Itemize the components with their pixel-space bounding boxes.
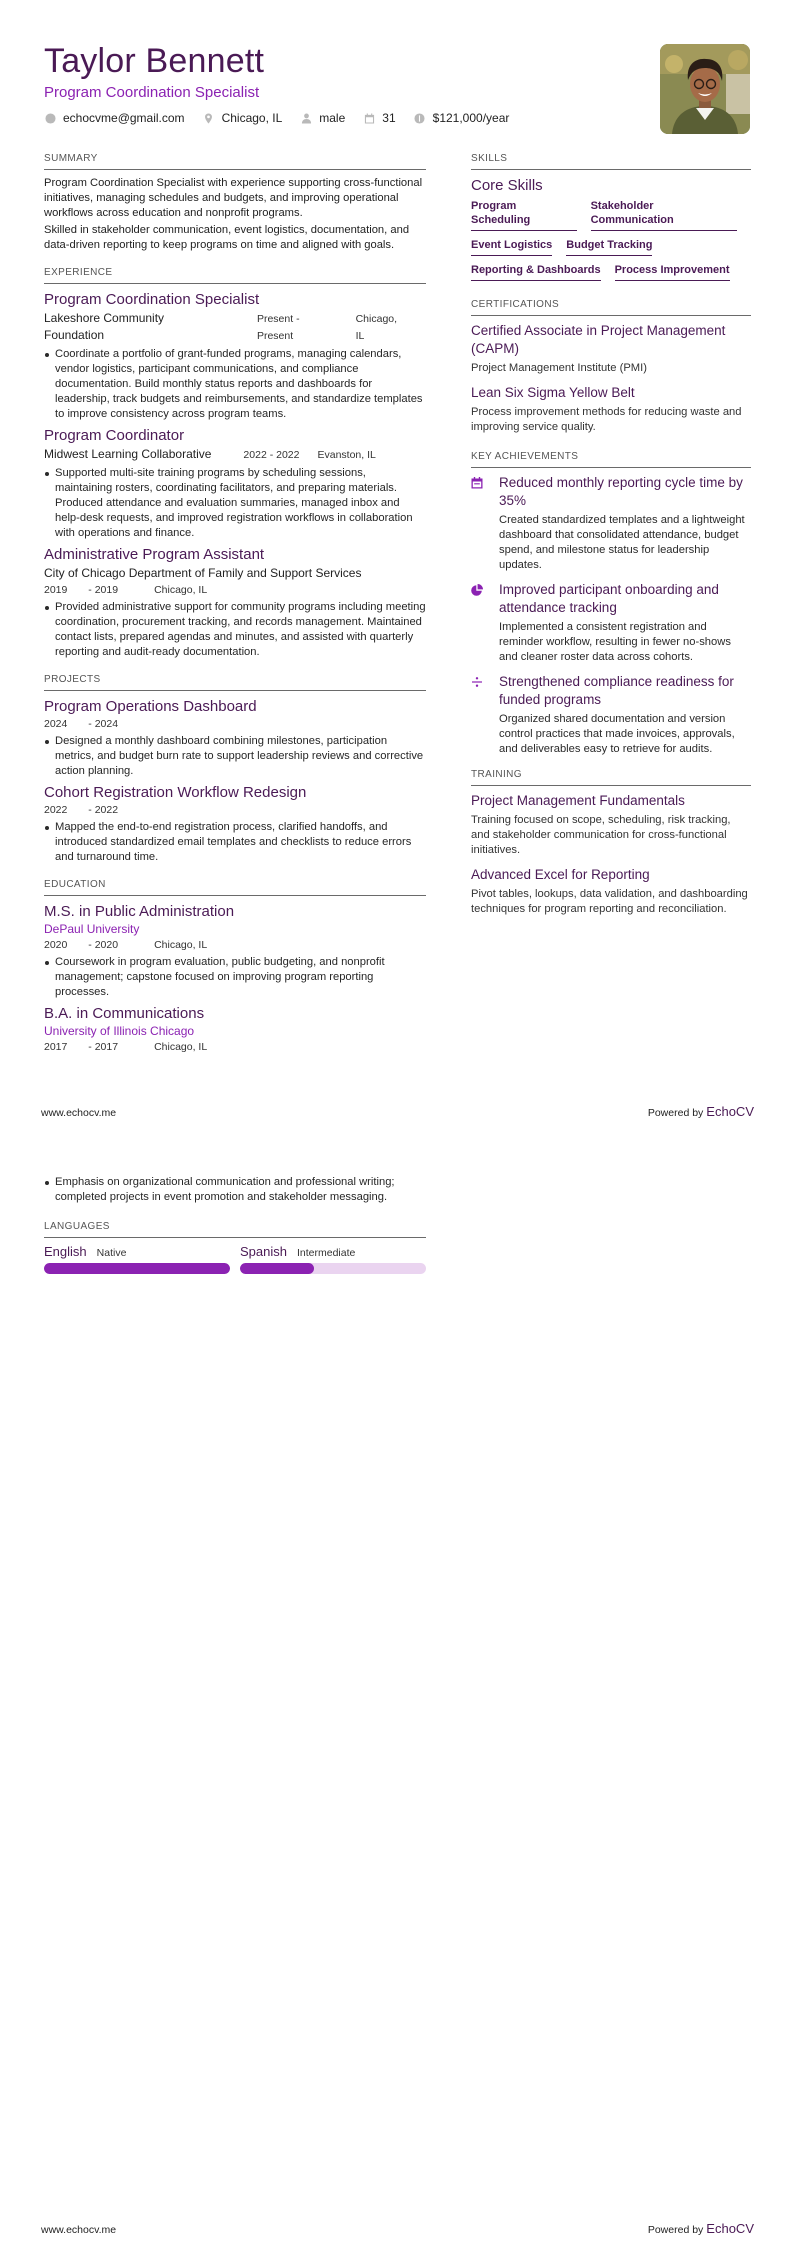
summary-paragraph: Program Coordination Specialist with experience supporting cross-functional initiatives, managing schedules and budgets, and improving operational workflows across education and nonprofit programs. bbox=[44, 177, 423, 219]
achievement-entry bbox=[471, 673, 751, 757]
projects-section bbox=[44, 674, 426, 865]
contact-bar bbox=[44, 111, 644, 125]
experience-entry bbox=[44, 426, 426, 541]
job-start-date: 2019 bbox=[44, 584, 68, 596]
job-meta bbox=[44, 310, 426, 345]
experience-section bbox=[44, 267, 426, 660]
education-start-date: 2017 bbox=[44, 1041, 68, 1053]
education-dates-row: 2017 - 2017 Chicago, IL bbox=[44, 1041, 208, 1053]
project-name: Cohort Registration Workflow Redesign bbox=[44, 784, 307, 801]
contact-location bbox=[203, 111, 283, 125]
school-name: University of Illinois Chicago bbox=[44, 1024, 195, 1038]
languages-heading: LANGUAGES bbox=[44, 1221, 426, 1238]
achievements-section bbox=[471, 451, 751, 757]
project-name: Program Operations Dashboard bbox=[44, 698, 257, 715]
skill-tag: Reporting & Dashboards bbox=[471, 263, 601, 281]
language-proficiency-fill bbox=[240, 1263, 314, 1274]
training-section bbox=[471, 769, 751, 917]
language-level: Native bbox=[96, 1247, 127, 1259]
skill-tag: Budget Tracking bbox=[566, 238, 652, 256]
training-heading: TRAINING bbox=[471, 769, 751, 786]
job-end-date: Present bbox=[256, 330, 294, 342]
training-entry bbox=[471, 792, 751, 858]
languages-section bbox=[44, 1221, 426, 1274]
job-title: Administrative Program Assistant bbox=[44, 546, 265, 563]
job-dates-row bbox=[44, 582, 426, 598]
list-item: Provided administrative support for community programs including meeting coordination, procurement tracking, and records management. Maintained contact lists, prepared agendas and minutes, and assisted with quarterly reporting and audit-ready documentation. bbox=[44, 600, 426, 660]
education-location: Chicago, IL bbox=[154, 1041, 208, 1053]
resume-page-2 bbox=[0, 1123, 794, 2246]
achievement-description: Implemented a consistent registration and reminder workflow, resulting in fewer no-shows and cleaner roster data across cohorts. bbox=[499, 621, 731, 663]
list-item: Mapped the end-to-end registration process, clarified handoffs, and introduced standardized email templates and checklists to reduce errors and turnaround time. bbox=[44, 820, 426, 865]
certification-name: Lean Six Sigma Yellow Belt bbox=[471, 385, 635, 400]
certification-description: Process improvement methods for reducing waste and improving service quality. bbox=[471, 406, 742, 433]
page-footer bbox=[41, 1104, 754, 1119]
list-item: Coursework in program evaluation, public budgeting, and nonprofit management; capstone focused on improving program reporting processes. bbox=[44, 955, 426, 1000]
contact-location-text: Chicago, IL bbox=[221, 111, 283, 125]
project-bullets bbox=[44, 734, 426, 779]
employer-name: Midwest Learning Collaborative bbox=[44, 447, 212, 461]
education-heading: EDUCATION bbox=[44, 879, 426, 896]
skills-heading: SKILLS bbox=[471, 153, 751, 170]
skill-tag: Program Scheduling bbox=[471, 199, 577, 231]
brand-logo[interactable]: EchoCV bbox=[706, 2221, 754, 2236]
dollar-icon bbox=[414, 112, 426, 124]
project-dates: 2022 - 2022 bbox=[44, 804, 119, 816]
projects-heading: PROJECTS bbox=[44, 674, 426, 691]
job-meta bbox=[44, 446, 426, 464]
website-link[interactable]: www.echocv.me bbox=[41, 2224, 117, 2236]
contact-gender bbox=[300, 111, 345, 125]
certifications-section bbox=[471, 299, 751, 435]
achievements-heading: KEY ACHIEVEMENTS bbox=[471, 451, 751, 468]
job-end-date: 2019 bbox=[94, 584, 119, 596]
job-dates: 2022 - 2022 bbox=[243, 449, 300, 461]
language-entry bbox=[44, 1244, 230, 1274]
skill-row bbox=[471, 199, 751, 231]
education-start-date: 2020 bbox=[44, 939, 68, 951]
employer-name: City of Chicago Department of Family and Support Services bbox=[44, 566, 362, 580]
brand-logo[interactable]: EchoCV bbox=[706, 1104, 754, 1119]
project-entry bbox=[44, 783, 426, 865]
contact-gender-text: male bbox=[319, 111, 346, 125]
website-link[interactable]: www.echocv.me bbox=[41, 1107, 117, 1119]
certification-name: Certified Associate in Project Management (CAPM) bbox=[471, 323, 726, 356]
language-name: Spanish bbox=[240, 1244, 287, 1259]
candidate-title: Program Coordination Specialist bbox=[44, 84, 260, 101]
summary-section bbox=[44, 153, 426, 253]
achievement-title: Strengthened compliance readiness for funded programs bbox=[499, 674, 734, 707]
project-start-date: 2022 bbox=[44, 804, 68, 816]
job-bullets bbox=[44, 466, 426, 541]
contact-salary bbox=[414, 111, 510, 125]
left-column bbox=[44, 153, 426, 1055]
powered-by-label: Powered by bbox=[647, 2224, 704, 2236]
right-column bbox=[471, 153, 751, 917]
language-name: English bbox=[44, 1244, 87, 1259]
summary-heading: SUMMARY bbox=[44, 153, 426, 170]
contact-email-text: echocvme@gmail.com bbox=[63, 111, 185, 125]
job-dates: Present - Present bbox=[256, 313, 300, 342]
project-end-date: 2022 bbox=[94, 804, 119, 816]
achievement-entry bbox=[471, 581, 751, 665]
job-title: Program Coordination Specialist bbox=[44, 291, 260, 308]
language-proficiency-bar bbox=[44, 1263, 230, 1274]
achievement-title: Improved participant onboarding and attendance tracking bbox=[499, 582, 719, 615]
powered-by bbox=[648, 2221, 754, 2236]
training-name: Project Management Fundamentals bbox=[471, 793, 685, 808]
education-location: Chicago, IL bbox=[154, 939, 208, 951]
education-bullets-continued bbox=[44, 1175, 426, 1205]
calendar-icon bbox=[363, 112, 375, 124]
divide-icon bbox=[471, 673, 499, 757]
training-entry bbox=[471, 866, 751, 917]
calendar-check-icon bbox=[471, 474, 499, 573]
job-start-date: Present bbox=[256, 313, 294, 325]
experience-heading: EXPERIENCE bbox=[44, 267, 426, 284]
list-item: Emphasis on organizational communication and professional writing; completed projects in event promotion and stakeholder messaging. bbox=[44, 1175, 426, 1205]
education-bullets bbox=[44, 955, 426, 1000]
skill-tag: Process Improvement bbox=[615, 263, 730, 281]
contact-age bbox=[363, 111, 395, 125]
resume-header bbox=[44, 40, 644, 125]
skill-row bbox=[471, 263, 751, 281]
email-icon bbox=[44, 112, 56, 124]
education-dates-row: 2020 - 2020 Chicago, IL bbox=[44, 939, 208, 951]
contact-age-text: 31 bbox=[382, 111, 396, 125]
pie-chart-icon bbox=[471, 581, 499, 665]
education-section bbox=[44, 879, 426, 1055]
achievement-title: Reduced monthly reporting cycle time by 35% bbox=[499, 475, 743, 508]
degree-title: M.S. in Public Administration bbox=[44, 903, 235, 920]
list-item: Supported multi-site training programs by scheduling sessions, maintaining rosters, coordinating facilitators, and preparing materials. Produced attendance and evaluation summaries, managed inbox and help-desk requests, and improved registration workflows in collaboration with operations and finance. bbox=[44, 466, 426, 541]
powered-by bbox=[648, 1104, 754, 1119]
school-name: DePaul University bbox=[44, 922, 140, 936]
profile-photo bbox=[660, 44, 750, 134]
experience-entry bbox=[44, 290, 426, 422]
certifications-heading: CERTIFICATIONS bbox=[471, 299, 751, 316]
project-bullets bbox=[44, 820, 426, 865]
experience-entry bbox=[44, 545, 426, 660]
certification-entry bbox=[471, 322, 751, 376]
contact-email[interactable] bbox=[44, 111, 185, 125]
left-column-continued bbox=[44, 1173, 426, 1274]
achievement-entry bbox=[471, 474, 751, 573]
skills-group-title: Core Skills bbox=[471, 177, 543, 194]
training-description: Pivot tables, lookups, data validation, and dashboarding techniques for program reporting and reconciliation. bbox=[471, 888, 748, 915]
education-entry bbox=[44, 1004, 426, 1055]
training-name: Advanced Excel for Reporting bbox=[471, 867, 650, 882]
job-location: Evanston, IL bbox=[317, 449, 376, 461]
list-item: Coordinate a portfolio of grant-funded programs, managing calendars, vendor logistics, participant communications, and compliance documentation. Build monthly status reports and dashboards for leadership, track budgets and reimbursements, and standardize templates to improve consistency across program teams. bbox=[44, 347, 426, 422]
job-location: Chicago, IL bbox=[154, 584, 208, 596]
certification-entry bbox=[471, 384, 751, 435]
skill-tag: Stakeholder Communication bbox=[591, 199, 737, 231]
job-location: Chicago, IL bbox=[355, 313, 398, 342]
powered-by-label: Powered by bbox=[647, 1107, 704, 1119]
project-dates: 2024 - 2024 bbox=[44, 718, 119, 730]
job-bullets bbox=[44, 600, 426, 660]
job-dates: 2019 - 2019 bbox=[44, 584, 119, 596]
job-bullets bbox=[44, 347, 426, 422]
skill-row bbox=[471, 238, 751, 256]
location-pin-icon bbox=[203, 112, 215, 124]
job-title: Program Coordinator bbox=[44, 427, 185, 444]
language-proficiency-fill bbox=[44, 1263, 230, 1274]
language-proficiency-bar bbox=[240, 1263, 426, 1274]
summary-paragraph: Skilled in stakeholder communication, event logistics, documentation, and data-driven reporting to keep programs on time and aligned with goals. bbox=[44, 224, 410, 251]
employer-name: Lakeshore Community Foundation bbox=[44, 311, 165, 342]
candidate-name: Taylor Bennett bbox=[44, 42, 265, 80]
skill-tag: Event Logistics bbox=[471, 238, 552, 256]
certification-issuer: Project Management Institute (PMI) bbox=[471, 362, 647, 374]
education-end-date: 2017 bbox=[94, 1041, 119, 1053]
language-entry bbox=[240, 1244, 426, 1274]
list-item: Designed a monthly dashboard combining milestones, participation metrics, and budget burn rate to support leadership reviews and corrective action planning. bbox=[44, 734, 426, 779]
language-level: Intermediate bbox=[296, 1247, 356, 1259]
job-end-date: 2022 bbox=[276, 449, 300, 461]
education-entry bbox=[44, 902, 426, 1000]
achievement-description: Created standardized templates and a lightweight dashboard that consolidated attendance, budget spend, and milestone status for leadership updates. bbox=[499, 514, 745, 571]
project-start-date: 2024 bbox=[44, 718, 68, 730]
page-footer bbox=[41, 2221, 754, 2236]
degree-title: B.A. in Communications bbox=[44, 1005, 205, 1022]
job-start-date: 2022 bbox=[243, 449, 267, 461]
profile-portrait-icon bbox=[660, 44, 750, 134]
language-list bbox=[44, 1244, 426, 1274]
contact-salary-text: $121,000/year bbox=[432, 111, 510, 125]
project-entry bbox=[44, 697, 426, 779]
achievement-description: Organized shared documentation and version control practices that made invoices, approvals, and deliverables easy to retrieve for audits. bbox=[499, 713, 735, 755]
skills-section bbox=[471, 153, 751, 281]
person-icon bbox=[300, 112, 312, 124]
training-description: Training focused on scope, scheduling, risk tracking, and stakeholder communication for cross-functional initiatives. bbox=[471, 814, 731, 856]
education-end-date: 2020 bbox=[94, 939, 119, 951]
job-meta bbox=[44, 565, 426, 582]
project-end-date: 2024 bbox=[94, 718, 119, 730]
